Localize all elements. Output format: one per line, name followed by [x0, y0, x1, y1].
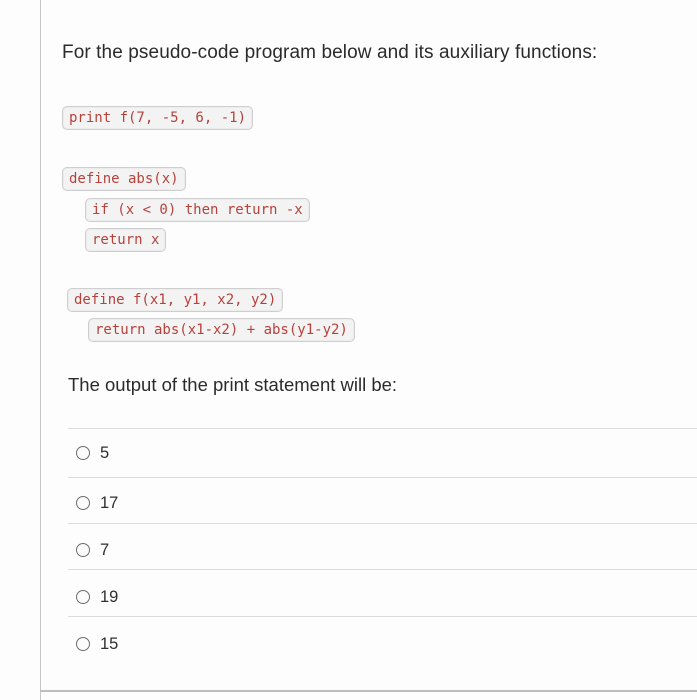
- option-15[interactable]: [76, 632, 118, 656]
- option-label: 5: [100, 443, 110, 462]
- divider: [68, 428, 697, 429]
- frame-left-border: [40, 0, 41, 700]
- code-f-definition: define f(x1, y1, x2, y2): [67, 288, 283, 312]
- radio-button-icon[interactable]: [76, 543, 90, 557]
- option-label: 15: [100, 634, 119, 653]
- option-7[interactable]: [76, 538, 109, 562]
- option-label: 7: [100, 540, 110, 559]
- option-17[interactable]: [76, 491, 118, 515]
- divider: [68, 523, 697, 524]
- divider: [68, 569, 697, 570]
- code-print-line: print f(7, -5, 6, -1): [62, 106, 253, 130]
- code-f-return: return abs(x1-x2) + abs(y1-y2): [88, 318, 355, 342]
- code-abs-definition: define abs(x): [62, 167, 186, 191]
- prompt-text: The output of the print statement will be:: [68, 374, 398, 395]
- radio-button-icon[interactable]: [76, 496, 90, 510]
- code-abs-if: if (x < 0) then return -x: [85, 198, 310, 222]
- option-label: 19: [100, 587, 119, 606]
- option-19[interactable]: [76, 585, 118, 609]
- divider: [68, 477, 697, 478]
- option-5[interactable]: [76, 441, 109, 465]
- radio-button-icon[interactable]: [76, 637, 90, 651]
- question-text: For the pseudo-code program below and its auxiliary functions:: [62, 42, 598, 63]
- option-label: 17: [100, 493, 119, 512]
- radio-button-icon[interactable]: [76, 446, 90, 460]
- frame-bottom-border: [40, 690, 697, 692]
- radio-button-icon[interactable]: [76, 590, 90, 604]
- code-abs-return: return x: [85, 228, 166, 252]
- divider: [68, 616, 697, 617]
